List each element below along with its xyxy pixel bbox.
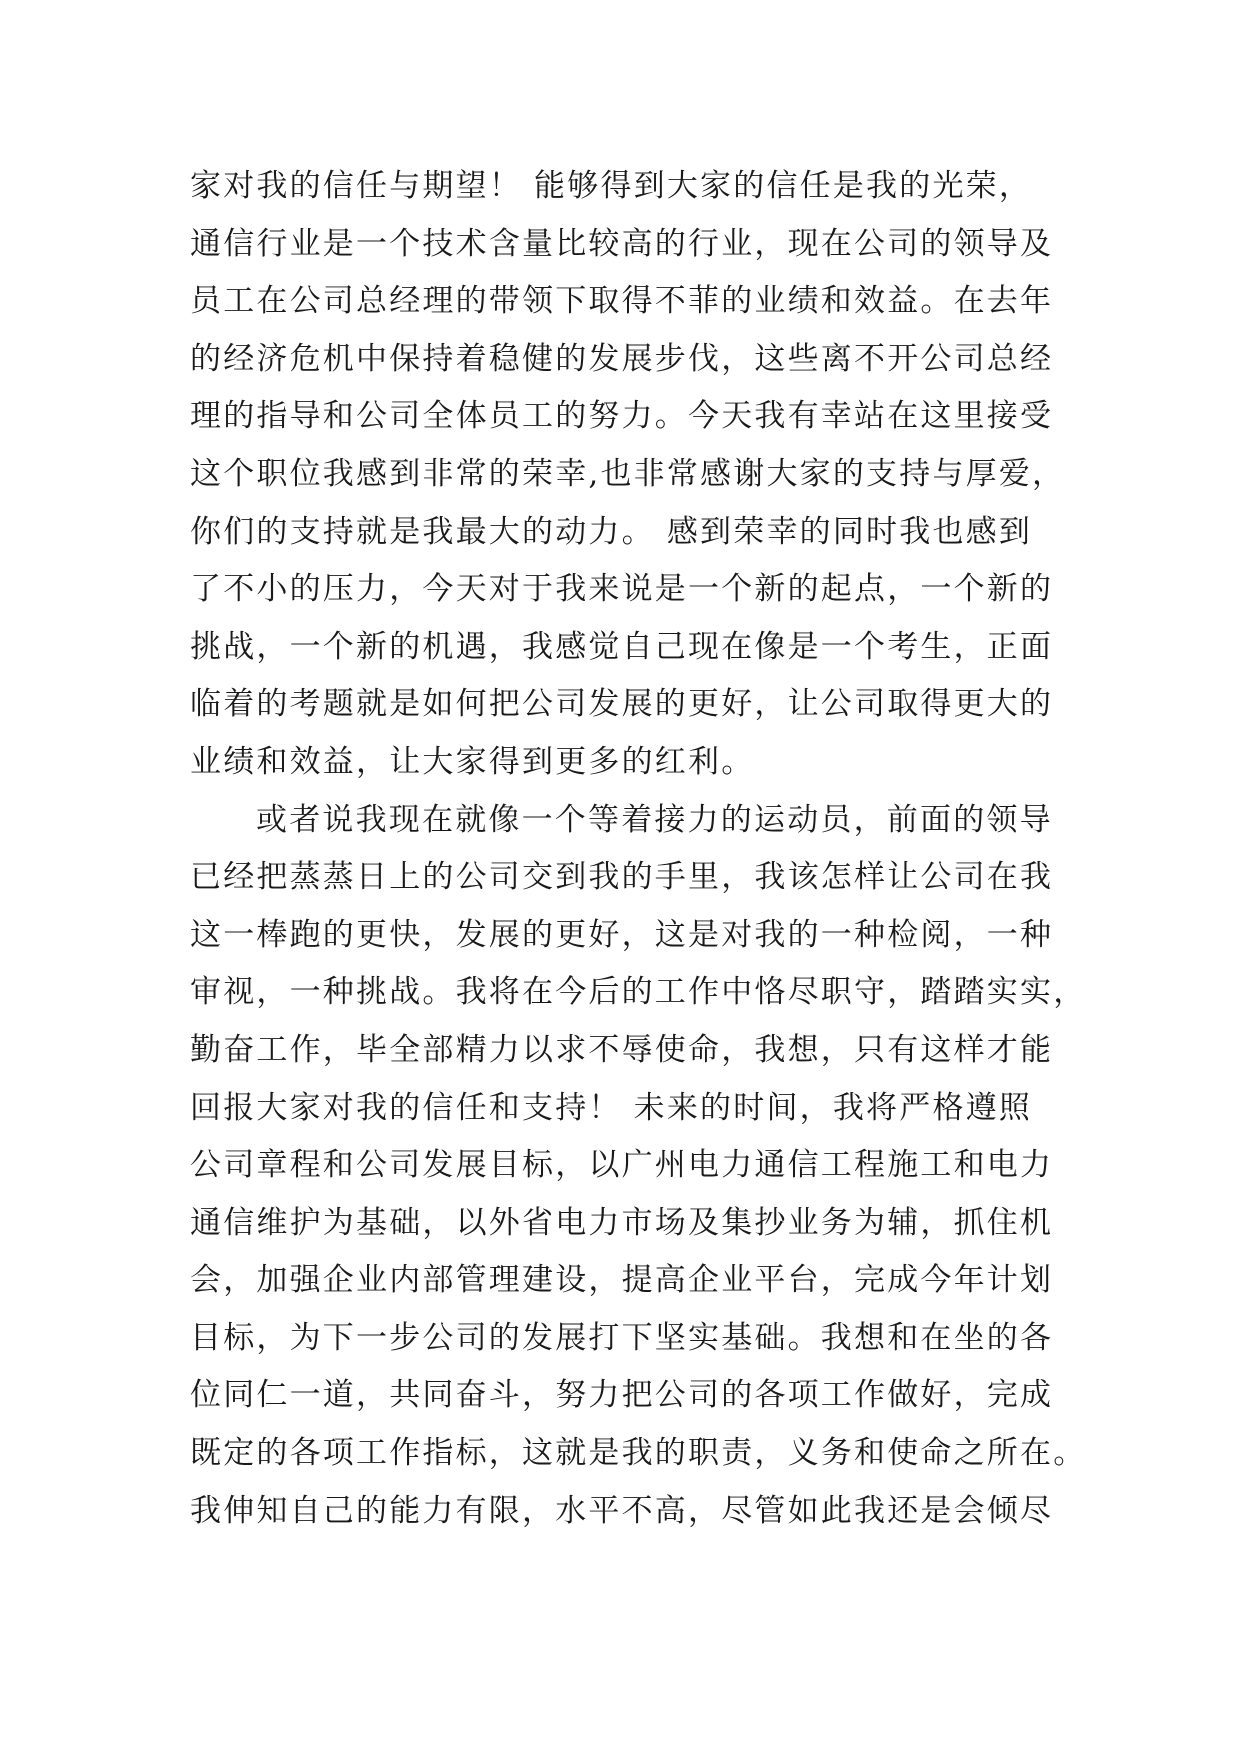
- text-line: 通信行业是一个技术含量比较高的行业，现在公司的领导及: [190, 225, 1054, 262]
- text-line: 位同仁一道，共同奋斗，努力把公司的各项工作做好，完成: [190, 1377, 1054, 1414]
- text-line: 会，加强企业内部管理建设，提高企业平台，完成今年计划: [190, 1262, 1054, 1299]
- text-line: 勤奋工作，毕全部精力以求不辱使命，我想，只有这样才能: [190, 1031, 1054, 1068]
- text-line: 审视，一种挑战。我将在今后的工作中恪尽职守，踏踏实实，: [190, 974, 1087, 1011]
- text-line: 家对我的信任与期望！ 能够得到大家的信任是我的光荣，: [190, 168, 1033, 204]
- text-line: 员工在公司总经理的带领下取得不菲的业绩和效益。在去年: [190, 283, 1054, 320]
- text-line: 我伸知自己的能力有限，水平不高，尽管如此我还是会倾尽: [190, 1492, 1054, 1529]
- text-line: 你们的支持就是我最大的动力。 感到荣幸的同时我也感到: [190, 513, 1033, 550]
- text-line: 已经把蒸蒸日上的公司交到我的手里，我该怎样让公司在我: [190, 859, 1054, 896]
- text-line: 这一棒跑的更快，发展的更好，这是对我的一种检阅，一种: [190, 916, 1054, 953]
- text-line: 目标，为下一步公司的发展打下坚实基础。我想和在坐的各: [190, 1319, 1054, 1356]
- text-line: 回报大家对我的信任和支持！ 未来的时间，我将严格遵照: [190, 1089, 1033, 1126]
- body-text: [190, 158, 1087, 1540]
- text-line: 这个职位我感到非常的荣幸,也非常感谢大家的支持与厚爱，: [190, 455, 1066, 492]
- text-line: 通信维护为基础，以外省电力市场及集抄业务为辅，抓住机: [190, 1204, 1054, 1241]
- text-line: 业绩和效益，让大家得到更多的红利。: [190, 743, 755, 780]
- text-line: 了不小的压力，今天对于我来说是一个新的起点，一个新的: [190, 571, 1054, 608]
- text-line: 的经济危机中保持着稳健的发展步伐，这些离不开公司总经: [190, 340, 1054, 377]
- text-line: 既定的各项工作指标，这就是我的职责，义务和使命之所在。: [190, 1435, 1087, 1472]
- text-line: 理的指导和公司全体员工的努力。今天我有幸站在这里接受: [190, 398, 1054, 435]
- paragraph-first-line: 或者说我现在就像一个等着接力的运动员，前面的领导: [256, 801, 1053, 838]
- text-line: 公司章程和公司发展目标，以广州电力通信工程施工和电力: [190, 1147, 1054, 1184]
- text-line: 临着的考题就是如何把公司发展的更好，让公司取得更大的: [190, 686, 1054, 723]
- text-line: 挑战，一个新的机遇，我感觉自己现在像是一个考生，正面: [190, 628, 1054, 665]
